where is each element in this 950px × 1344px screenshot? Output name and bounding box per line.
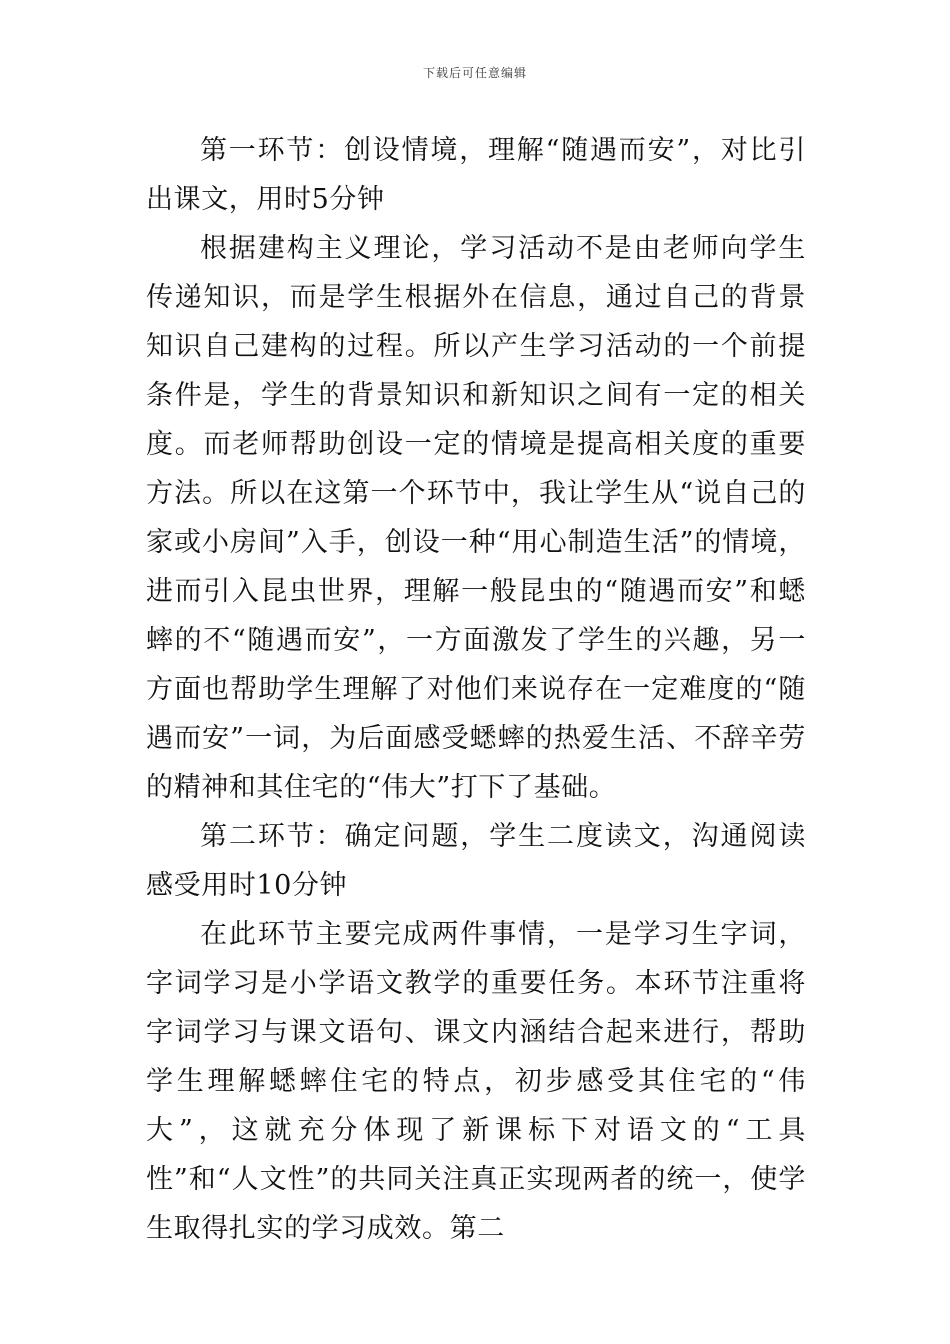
page-header: 下载后可任意编辑	[422, 66, 527, 80]
paragraph-2: 在此环节主要完成两件事情，一是学习生字词，字词学习是小学语文教学的重要任务。本环节注重将字词学习与课文语句、课文内涵结合起来进行，帮助学生理解蟋蟀住宅的特点，初步感受其住宅的“伟大”，这就充分体现了新课标下对语文的“工具性”和“人文性”的共同关注真正实现两者的统一，使学生取得扎实的学习成效。第二	[146, 919, 806, 1244]
section-heading-1: 第一环节：创设情境，理解“随遇而安”，对比引出课文，用时5分钟	[146, 135, 806, 215]
section-heading-2: 第二环节：确定问题，学生二度读文，沟通阅读感受用时10分钟	[146, 821, 806, 901]
paragraph-1: 根据建构主义理论，学习活动不是由老师向学生传递知识，而是学生根据外在信息，通过自己的背景知识自己建构的过程。所以产生学习活动的一个前提条件是，学生的背景知识和新知识之间有一定的相关度。而老师帮助创设一定的情境是提高相关度的重要方法。所以在这第一个环节中，我让学生从“说自己的家或小房间”入手，创设一种“用心制造生活”的情境，进而引入昆虫世界，理解一般昆虫的“随遇而安”和蟋蟀的不“随遇而安”，一方面激发了学生的兴趣，另一方面也帮助学生理解了对他们来说存在一定难度的“随遇而安”一词，为后面感受蟋蟀的热爱生活、不辞辛劳的精神和其住宅的“伟大”打下了基础。	[146, 233, 806, 803]
document-body	[146, 126, 806, 1253]
